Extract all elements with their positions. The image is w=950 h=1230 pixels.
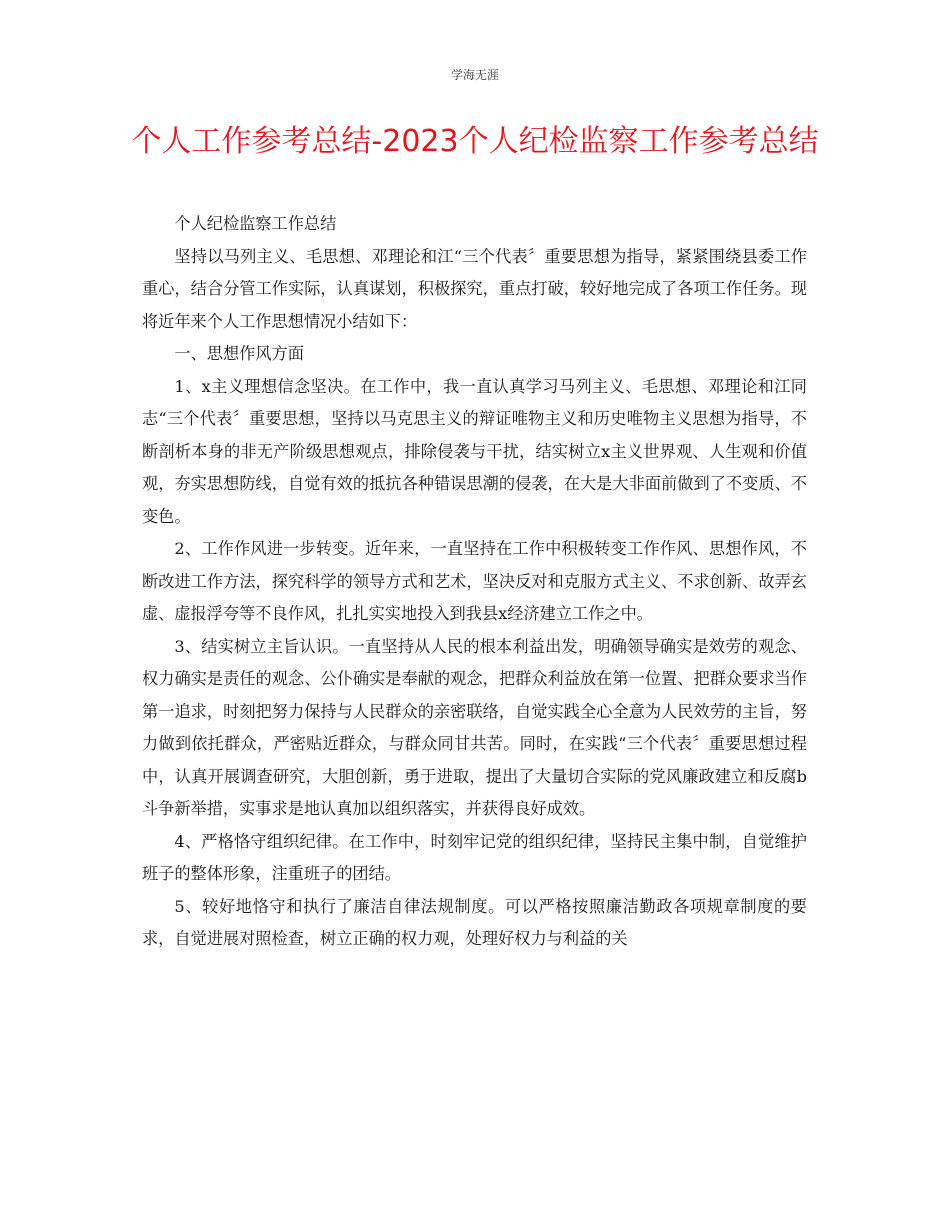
page-header: 学海无涯 xyxy=(450,68,499,82)
paragraph-item-5: 5、较好地恪守和执行了廉洁自律法规制度。可以严格按照廉洁勤政各项规章制度的要求，自觉进展对照检查，树立正确的权力观，处理好权力与利益的关 xyxy=(142,896,807,948)
paragraph-intro: 坚持以马列主义、毛思想、邓理论和江“三个代表〞重要思想为指导，紧紧围绕县委工作重心，结合分管工作实际，认真谋划，积极探究，重点打破，较好地完成了各项工作任务。现将近年来个人工作思想情况小结如下： xyxy=(142,246,807,331)
paragraph-item-4: 4、严格恪守组织纪律。在工作中，时刻牢记党的组织纪律，坚持民主集中制，自觉维护班子的整体形象，注重班子的团结。 xyxy=(142,831,807,883)
paragraph-subtitle: 个人纪检监察工作总结 xyxy=(174,214,337,233)
section-heading: 一、思想作风方面 xyxy=(174,344,304,363)
paragraph-item-2: 2、工作作风进一步转变。近年来，一直坚持在工作中积极转变工作作风、思想作风，不断改进工作方法，探究科学的领导方式和艺术，坚决反对和克服方式主义、不求创新、故弄玄虚、虚报浮夸等不良作风，扎扎实实地投入到我县x经济建立工作之中。 xyxy=(142,539,807,623)
document-title: 个人工作参考总结-2023个人纪检监察工作参考总结 xyxy=(131,124,819,159)
paragraph-item-3: 3、结实树立主旨认识。一直坚持从人民的根本利益出发，明确领导确实是效劳的观念、权力确实是责任的观念、公仆确实是奉献的观念，把群众利益放在第一位置、把群众要求当作第一追求，时刻把努力保持与人民群众的亲密联络，自觉实践全心全意为人民效劳的主旨，努力做到依托群众，严密贴近群众，与群众同甘共苦。同时，在实践“三个代表〞重要思想过程中，认真开展调查研究，大胆创新，勇于进取，提出了大量切合实际的党风廉政建立和反腐b斗争新举措，实事求是地认真加以组织落实，并获得良好成效。 xyxy=(142,636,807,818)
paragraph-item-1: 1、x主义理想信念坚决。在工作中，我一直认真学习马列主义、毛思想、邓理论和江同志“三个代表〞重要思想，坚持以马克思主义的辩证唯物主义和历史唯物主义思想为指导，不断剖析本身的非无产阶级思想观点，排除侵袭与干扰，结实树立x主义世界观、人生观和价值观，夯实思想防线，自觉有效的抵抗各种错误思潮的侵袭，在大是大非面前做到了不变质、不变色。 xyxy=(142,376,807,526)
document-body xyxy=(142,208,807,956)
